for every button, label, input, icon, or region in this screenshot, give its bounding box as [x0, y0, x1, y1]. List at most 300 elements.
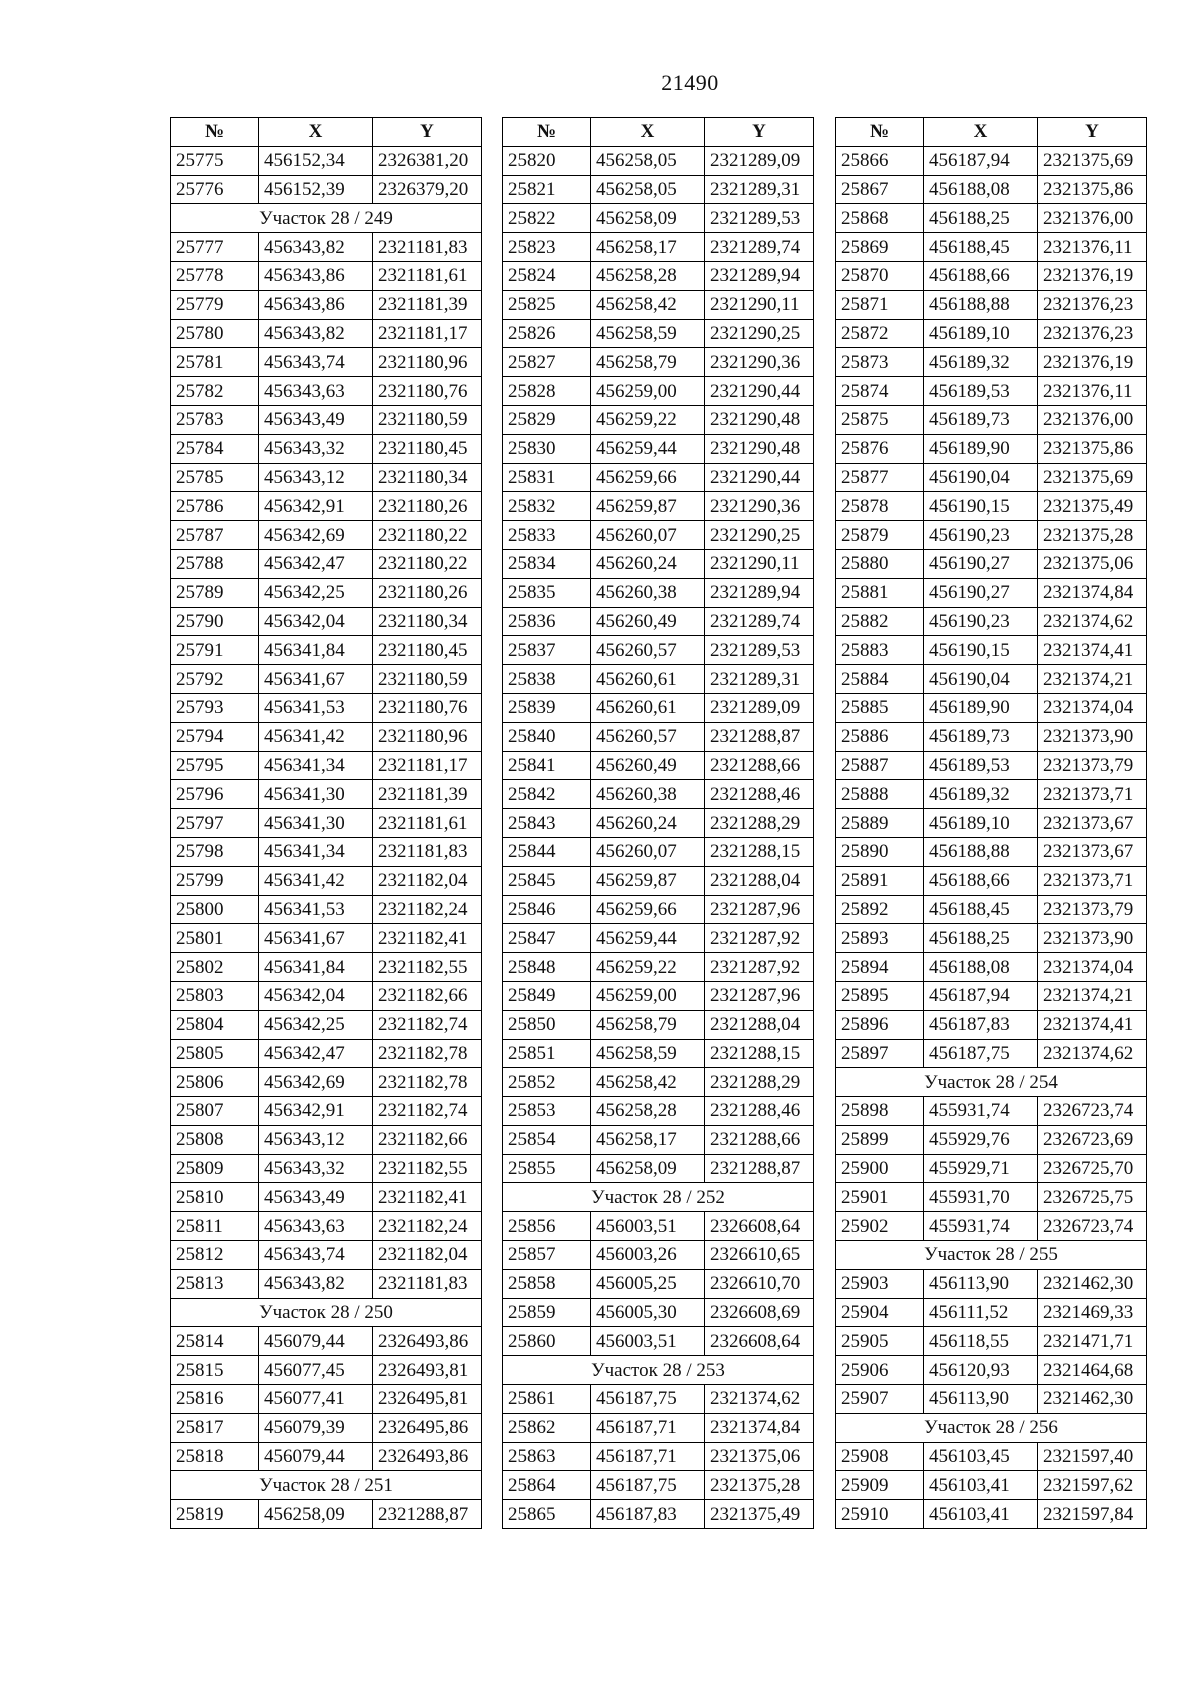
- table-row: [836, 837, 1147, 866]
- y-coordinate-cell: 2321373,67: [1038, 837, 1147, 866]
- y-coordinate-cell: 2321471,71: [1038, 1327, 1147, 1356]
- x-coordinate-cell: 456259,87: [591, 492, 705, 521]
- table-row: [836, 463, 1147, 492]
- point-number-cell: 25862: [503, 1413, 591, 1442]
- y-coordinate-cell: 2321375,28: [1038, 521, 1147, 550]
- x-coordinate-cell: 456258,59: [591, 1039, 705, 1068]
- x-coordinate-cell: 456259,22: [591, 953, 705, 982]
- x-coordinate-cell: 456342,69: [259, 521, 373, 550]
- coordinates-table-middle: [502, 117, 814, 1529]
- x-coordinate-cell: 456258,17: [591, 233, 705, 262]
- table-row: [171, 780, 482, 809]
- y-coordinate-cell: 2321374,62: [705, 1385, 814, 1414]
- point-number-cell: 25856: [503, 1212, 591, 1241]
- point-number-cell: 25792: [171, 665, 259, 694]
- point-number-cell: 25814: [171, 1327, 259, 1356]
- x-coordinate-cell: 456259,44: [591, 924, 705, 953]
- table-row: [836, 1125, 1147, 1154]
- point-number-cell: 25833: [503, 521, 591, 550]
- point-number-cell: 25859: [503, 1298, 591, 1327]
- point-number-cell: 25779: [171, 290, 259, 319]
- table-row: [503, 492, 814, 521]
- y-coordinate-cell: 2321288,66: [705, 1125, 814, 1154]
- y-coordinate-cell: 2321373,71: [1038, 866, 1147, 895]
- table-row: [171, 1356, 482, 1385]
- y-coordinate-cell: 2321180,45: [373, 636, 482, 665]
- header-x: X: [924, 118, 1038, 147]
- x-coordinate-cell: 456260,57: [591, 722, 705, 751]
- x-coordinate-cell: 456258,09: [591, 1154, 705, 1183]
- point-number-cell: 25805: [171, 1039, 259, 1068]
- point-number-cell: 25860: [503, 1327, 591, 1356]
- table-row: [836, 607, 1147, 636]
- y-coordinate-cell: 2321180,96: [373, 722, 482, 751]
- point-number-cell: 25865: [503, 1500, 591, 1529]
- y-coordinate-cell: 2321180,26: [373, 578, 482, 607]
- y-coordinate-cell: 2321374,41: [1038, 636, 1147, 665]
- table-row: [171, 636, 482, 665]
- table-row: [836, 866, 1147, 895]
- y-coordinate-cell: 2321181,83: [373, 233, 482, 262]
- x-coordinate-cell: 456342,04: [259, 981, 373, 1010]
- x-coordinate-cell: 456341,42: [259, 866, 373, 895]
- point-number-cell: 25902: [836, 1212, 924, 1241]
- x-coordinate-cell: 456187,75: [591, 1471, 705, 1500]
- table-row: [836, 434, 1147, 463]
- y-coordinate-cell: 2321374,04: [1038, 953, 1147, 982]
- y-coordinate-cell: 2321288,46: [705, 780, 814, 809]
- x-coordinate-cell: 456190,04: [924, 463, 1038, 492]
- table-row: [503, 146, 814, 175]
- point-number-cell: 25824: [503, 261, 591, 290]
- x-coordinate-cell: 456189,73: [924, 722, 1038, 751]
- x-coordinate-cell: 456343,49: [259, 1183, 373, 1212]
- header-row: [836, 118, 1147, 147]
- y-coordinate-cell: 2321288,04: [705, 866, 814, 895]
- table-row: [171, 492, 482, 521]
- x-coordinate-cell: 456343,82: [259, 319, 373, 348]
- table-row: [836, 261, 1147, 290]
- point-number-cell: 25832: [503, 492, 591, 521]
- table-row: [836, 290, 1147, 319]
- point-number-cell: 25888: [836, 780, 924, 809]
- table-row: [503, 463, 814, 492]
- table-row: [836, 665, 1147, 694]
- y-coordinate-cell: 2321597,84: [1038, 1500, 1147, 1529]
- header-row: [171, 118, 482, 147]
- point-number-cell: 25841: [503, 751, 591, 780]
- y-coordinate-cell: 2326723,74: [1038, 1097, 1147, 1126]
- y-coordinate-cell: 2321182,04: [373, 866, 482, 895]
- y-coordinate-cell: 2321597,62: [1038, 1471, 1147, 1500]
- x-coordinate-cell: 456258,79: [591, 348, 705, 377]
- point-number-cell: 25910: [836, 1500, 924, 1529]
- point-number-cell: 25895: [836, 981, 924, 1010]
- x-coordinate-cell: 456341,34: [259, 751, 373, 780]
- table-row: [503, 1327, 814, 1356]
- table-row: [171, 1097, 482, 1126]
- table-row: [503, 1241, 814, 1270]
- table-row: [503, 204, 814, 233]
- y-coordinate-cell: 2321287,96: [705, 895, 814, 924]
- header-number: №: [503, 118, 591, 147]
- y-coordinate-cell: 2326493,81: [373, 1356, 482, 1385]
- y-coordinate-cell: 2321374,62: [1038, 607, 1147, 636]
- point-number-cell: 25808: [171, 1125, 259, 1154]
- y-coordinate-cell: 2321374,62: [1038, 1039, 1147, 1068]
- section-title: Участок 28 / 250: [171, 1298, 482, 1327]
- table-row: [836, 549, 1147, 578]
- point-number-cell: 25781: [171, 348, 259, 377]
- x-coordinate-cell: 456187,94: [924, 146, 1038, 175]
- point-number-cell: 25858: [503, 1269, 591, 1298]
- point-number-cell: 25881: [836, 578, 924, 607]
- x-coordinate-cell: 455931,74: [924, 1097, 1038, 1126]
- x-coordinate-cell: 456113,90: [924, 1269, 1038, 1298]
- y-coordinate-cell: 2321182,55: [373, 953, 482, 982]
- point-number-cell: 25886: [836, 722, 924, 751]
- y-coordinate-cell: 2321289,53: [705, 636, 814, 665]
- header-number: №: [171, 118, 259, 147]
- table-row: [171, 175, 482, 204]
- x-coordinate-cell: 456260,24: [591, 549, 705, 578]
- x-coordinate-cell: 456342,04: [259, 607, 373, 636]
- x-coordinate-cell: 456113,90: [924, 1385, 1038, 1414]
- x-coordinate-cell: 456258,17: [591, 1125, 705, 1154]
- x-coordinate-cell: 456341,67: [259, 924, 373, 953]
- y-coordinate-cell: 2321373,67: [1038, 809, 1147, 838]
- point-number-cell: 25853: [503, 1097, 591, 1126]
- y-coordinate-cell: 2321374,04: [1038, 693, 1147, 722]
- point-number-cell: 25874: [836, 377, 924, 406]
- x-coordinate-cell: 456343,82: [259, 233, 373, 262]
- table-row: [503, 1154, 814, 1183]
- table-row: [503, 722, 814, 751]
- table-row: [171, 1327, 482, 1356]
- table-row: [836, 1039, 1147, 1068]
- point-number-cell: 25820: [503, 146, 591, 175]
- x-coordinate-cell: 456079,44: [259, 1327, 373, 1356]
- y-coordinate-cell: 2326608,64: [705, 1212, 814, 1241]
- table-row: [171, 1212, 482, 1241]
- x-coordinate-cell: 456341,53: [259, 693, 373, 722]
- x-coordinate-cell: 456258,42: [591, 1068, 705, 1097]
- x-coordinate-cell: 456260,61: [591, 665, 705, 694]
- point-number-cell: 25877: [836, 463, 924, 492]
- x-coordinate-cell: 456003,26: [591, 1241, 705, 1270]
- table-row: [503, 665, 814, 694]
- x-coordinate-cell: 456259,66: [591, 895, 705, 924]
- table-row: [503, 377, 814, 406]
- coordinates-table-left: [170, 117, 482, 1529]
- table-row: [836, 953, 1147, 982]
- table-row: [503, 809, 814, 838]
- x-coordinate-cell: 456260,49: [591, 607, 705, 636]
- point-number-cell: 25815: [171, 1356, 259, 1385]
- table-row: [503, 175, 814, 204]
- x-coordinate-cell: 456189,73: [924, 405, 1038, 434]
- point-number-cell: 25786: [171, 492, 259, 521]
- point-number-cell: 25909: [836, 1471, 924, 1500]
- y-coordinate-cell: 2321376,19: [1038, 348, 1147, 377]
- y-coordinate-cell: 2321287,96: [705, 981, 814, 1010]
- y-coordinate-cell: 2321288,15: [705, 1039, 814, 1068]
- section-title: Участок 28 / 256: [836, 1413, 1147, 1442]
- point-number-cell: 25871: [836, 290, 924, 319]
- point-number-cell: 25836: [503, 607, 591, 636]
- x-coordinate-cell: 456077,41: [259, 1385, 373, 1414]
- point-number-cell: 25780: [171, 319, 259, 348]
- section-row: [171, 1298, 482, 1327]
- point-number-cell: 25901: [836, 1183, 924, 1212]
- point-number-cell: 25783: [171, 405, 259, 434]
- x-coordinate-cell: 456343,86: [259, 261, 373, 290]
- y-coordinate-cell: 2321288,87: [705, 1154, 814, 1183]
- point-number-cell: 25845: [503, 866, 591, 895]
- x-coordinate-cell: 456120,93: [924, 1356, 1038, 1385]
- table-row: [171, 953, 482, 982]
- point-number-cell: 25811: [171, 1212, 259, 1241]
- table-row: [836, 319, 1147, 348]
- point-number-cell: 25834: [503, 549, 591, 578]
- y-coordinate-cell: 2321180,59: [373, 665, 482, 694]
- x-coordinate-cell: 456259,66: [591, 463, 705, 492]
- y-coordinate-cell: 2321375,69: [1038, 463, 1147, 492]
- y-coordinate-cell: 2321288,87: [705, 722, 814, 751]
- table-row: [171, 809, 482, 838]
- x-coordinate-cell: 456103,45: [924, 1442, 1038, 1471]
- x-coordinate-cell: 455929,71: [924, 1154, 1038, 1183]
- table-row: [836, 1154, 1147, 1183]
- point-number-cell: 25847: [503, 924, 591, 953]
- y-coordinate-cell: 2321288,66: [705, 751, 814, 780]
- x-coordinate-cell: 456342,47: [259, 1039, 373, 1068]
- section-row: [836, 1413, 1147, 1442]
- table-row: [836, 1356, 1147, 1385]
- table-row: [171, 607, 482, 636]
- point-number-cell: 25883: [836, 636, 924, 665]
- table-row: [503, 1442, 814, 1471]
- point-number-cell: 25813: [171, 1269, 259, 1298]
- table-row: [836, 809, 1147, 838]
- point-number-cell: 25873: [836, 348, 924, 377]
- point-number-cell: 25903: [836, 1269, 924, 1298]
- x-coordinate-cell: 456005,25: [591, 1269, 705, 1298]
- point-number-cell: 25870: [836, 261, 924, 290]
- table-row: [503, 953, 814, 982]
- section-title: Участок 28 / 253: [503, 1356, 814, 1385]
- table-row: [503, 290, 814, 319]
- x-coordinate-cell: 456189,90: [924, 434, 1038, 463]
- table-row: [171, 348, 482, 377]
- point-number-cell: 25804: [171, 1010, 259, 1039]
- y-coordinate-cell: 2321462,30: [1038, 1269, 1147, 1298]
- point-number-cell: 25896: [836, 1010, 924, 1039]
- y-coordinate-cell: 2321182,66: [373, 1125, 482, 1154]
- x-coordinate-cell: 455929,76: [924, 1125, 1038, 1154]
- section-row: [503, 1183, 814, 1212]
- table-row: [503, 1010, 814, 1039]
- point-number-cell: 25864: [503, 1471, 591, 1500]
- y-coordinate-cell: 2321180,45: [373, 434, 482, 463]
- header-number: №: [836, 118, 924, 147]
- point-number-cell: 25785: [171, 463, 259, 492]
- point-number-cell: 25790: [171, 607, 259, 636]
- x-coordinate-cell: 456118,55: [924, 1327, 1038, 1356]
- point-number-cell: 25830: [503, 434, 591, 463]
- y-coordinate-cell: 2321290,25: [705, 521, 814, 550]
- section-title: Участок 28 / 252: [503, 1183, 814, 1212]
- point-number-cell: 25823: [503, 233, 591, 262]
- point-number-cell: 25838: [503, 665, 591, 694]
- table-row: [171, 434, 482, 463]
- point-number-cell: 25880: [836, 549, 924, 578]
- x-coordinate-cell: 456003,51: [591, 1212, 705, 1241]
- table-row: [836, 521, 1147, 550]
- point-number-cell: 25848: [503, 953, 591, 982]
- point-number-cell: 25826: [503, 319, 591, 348]
- table-row: [836, 175, 1147, 204]
- x-coordinate-cell: 456259,44: [591, 434, 705, 463]
- table-row: [503, 348, 814, 377]
- table-row: [503, 981, 814, 1010]
- x-coordinate-cell: 456259,00: [591, 377, 705, 406]
- point-number-cell: 25797: [171, 809, 259, 838]
- point-number-cell: 25878: [836, 492, 924, 521]
- y-coordinate-cell: 2321374,84: [1038, 578, 1147, 607]
- x-coordinate-cell: 456341,34: [259, 837, 373, 866]
- point-number-cell: 25810: [171, 1183, 259, 1212]
- y-coordinate-cell: 2326725,75: [1038, 1183, 1147, 1212]
- point-number-cell: 25776: [171, 175, 259, 204]
- table-row: [171, 233, 482, 262]
- y-coordinate-cell: 2321289,09: [705, 693, 814, 722]
- y-coordinate-cell: 2321290,48: [705, 405, 814, 434]
- x-coordinate-cell: 456259,00: [591, 981, 705, 1010]
- x-coordinate-cell: 456342,47: [259, 549, 373, 578]
- point-number-cell: 25866: [836, 146, 924, 175]
- table-row: [503, 578, 814, 607]
- x-coordinate-cell: 456188,25: [924, 924, 1038, 953]
- x-coordinate-cell: 455931,70: [924, 1183, 1038, 1212]
- header-x: X: [591, 118, 705, 147]
- x-coordinate-cell: 456190,23: [924, 521, 1038, 550]
- x-coordinate-cell: 456187,75: [591, 1385, 705, 1414]
- table-row: [836, 1010, 1147, 1039]
- x-coordinate-cell: 456259,22: [591, 405, 705, 434]
- point-number-cell: 25800: [171, 895, 259, 924]
- x-coordinate-cell: 456188,08: [924, 953, 1038, 982]
- x-coordinate-cell: 456103,41: [924, 1471, 1038, 1500]
- y-coordinate-cell: 2326381,20: [373, 146, 482, 175]
- point-number-cell: 25893: [836, 924, 924, 953]
- x-coordinate-cell: 456152,39: [259, 175, 373, 204]
- y-coordinate-cell: 2326495,86: [373, 1413, 482, 1442]
- point-number-cell: 25794: [171, 722, 259, 751]
- x-coordinate-cell: 456259,87: [591, 866, 705, 895]
- y-coordinate-cell: 2321376,23: [1038, 290, 1147, 319]
- y-coordinate-cell: 2321288,87: [373, 1500, 482, 1529]
- table-row: [171, 1385, 482, 1414]
- x-coordinate-cell: 456190,27: [924, 549, 1038, 578]
- table-row: [503, 636, 814, 665]
- y-coordinate-cell: 2321288,46: [705, 1097, 814, 1126]
- table-row: [503, 1125, 814, 1154]
- point-number-cell: 25799: [171, 866, 259, 895]
- point-number-cell: 25852: [503, 1068, 591, 1097]
- table-row: [171, 693, 482, 722]
- x-coordinate-cell: 456190,27: [924, 578, 1038, 607]
- y-coordinate-cell: 2321462,30: [1038, 1385, 1147, 1414]
- point-number-cell: 25806: [171, 1068, 259, 1097]
- y-coordinate-cell: 2321180,34: [373, 463, 482, 492]
- table-row: [503, 837, 814, 866]
- x-coordinate-cell: 456079,44: [259, 1442, 373, 1471]
- point-number-cell: 25835: [503, 578, 591, 607]
- y-coordinate-cell: 2321289,31: [705, 665, 814, 694]
- x-coordinate-cell: 456187,83: [591, 1500, 705, 1529]
- page-number: 21490: [661, 70, 719, 95]
- y-coordinate-cell: 2321289,94: [705, 578, 814, 607]
- y-coordinate-cell: 2321374,21: [1038, 665, 1147, 694]
- y-coordinate-cell: 2321376,00: [1038, 204, 1147, 233]
- x-coordinate-cell: 456188,66: [924, 866, 1038, 895]
- y-coordinate-cell: 2321289,09: [705, 146, 814, 175]
- y-coordinate-cell: 2321289,74: [705, 607, 814, 636]
- point-number-cell: 25795: [171, 751, 259, 780]
- y-coordinate-cell: 2321374,84: [705, 1413, 814, 1442]
- x-coordinate-cell: 456341,84: [259, 636, 373, 665]
- x-coordinate-cell: 456258,05: [591, 146, 705, 175]
- point-number-cell: 25840: [503, 722, 591, 751]
- table-row: [836, 1269, 1147, 1298]
- table-row: [171, 521, 482, 550]
- y-coordinate-cell: 2321373,79: [1038, 751, 1147, 780]
- y-coordinate-cell: 2321373,79: [1038, 895, 1147, 924]
- x-coordinate-cell: 456187,75: [924, 1039, 1038, 1068]
- table-row: [171, 1413, 482, 1442]
- x-coordinate-cell: 456190,04: [924, 665, 1038, 694]
- x-coordinate-cell: 456258,05: [591, 175, 705, 204]
- x-coordinate-cell: 456258,28: [591, 261, 705, 290]
- x-coordinate-cell: 456188,88: [924, 837, 1038, 866]
- y-coordinate-cell: 2321376,00: [1038, 405, 1147, 434]
- section-title: Участок 28 / 251: [171, 1471, 482, 1500]
- x-coordinate-cell: 456341,30: [259, 809, 373, 838]
- x-coordinate-cell: 456260,07: [591, 521, 705, 550]
- table-row: [503, 1212, 814, 1241]
- y-coordinate-cell: 2326379,20: [373, 175, 482, 204]
- y-coordinate-cell: 2321180,76: [373, 693, 482, 722]
- point-number-cell: 25784: [171, 434, 259, 463]
- x-coordinate-cell: 456343,32: [259, 434, 373, 463]
- table-row: [171, 1442, 482, 1471]
- point-number-cell: 25809: [171, 1154, 259, 1183]
- table-row: [171, 1183, 482, 1212]
- point-number-cell: 25817: [171, 1413, 259, 1442]
- point-number-cell: 25905: [836, 1327, 924, 1356]
- table-row: [836, 348, 1147, 377]
- y-coordinate-cell: 2321182,78: [373, 1039, 482, 1068]
- point-number-cell: 25897: [836, 1039, 924, 1068]
- section-row: [503, 1356, 814, 1385]
- y-coordinate-cell: 2321290,25: [705, 319, 814, 348]
- x-coordinate-cell: 456343,32: [259, 1154, 373, 1183]
- point-number-cell: 25887: [836, 751, 924, 780]
- table-row: [836, 1097, 1147, 1126]
- x-coordinate-cell: 456188,88: [924, 290, 1038, 319]
- table-row: [836, 1442, 1147, 1471]
